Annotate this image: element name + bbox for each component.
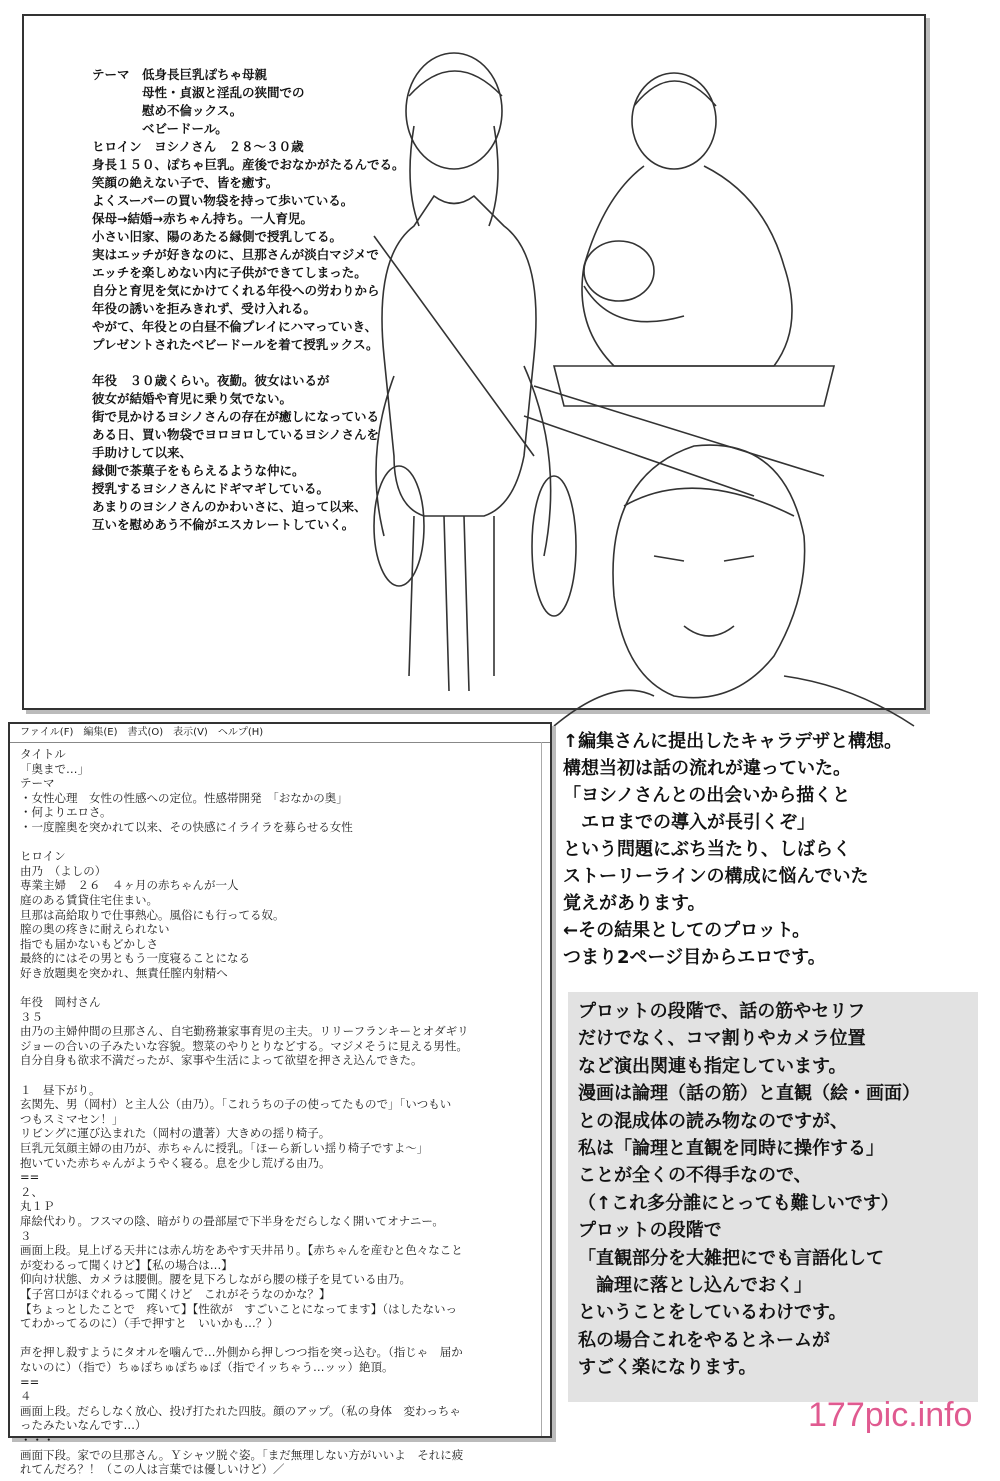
plan-line: 彼女が結婚や育児に乗り気でない。 bbox=[92, 391, 293, 406]
notepad-line: 【ちょっとしたことで 疼いて】【性欲が すごいことになってます】（はしたないっ bbox=[20, 1301, 457, 1316]
plan-line: 授乳するヨシノさんにドギマギしている。 bbox=[92, 481, 330, 496]
plan-line: 年役の誘いを拒みきれず、受け入れる。 bbox=[92, 301, 317, 316]
notepad-line: ４ bbox=[20, 1389, 32, 1404]
vertical-scrollbar[interactable] bbox=[541, 742, 550, 1436]
notepad-line: 由乃の主婦仲間の旦那さん、自宅勤務兼家事育児の主夫。リリーフランキーとオダギリ bbox=[20, 1024, 469, 1039]
notepad-line: 専業主婦 ２６ ４ヶ月の赤ちゃんが一人 bbox=[20, 878, 239, 893]
plan-line: 互いを慰めあう不倫がエスカレートしていく。 bbox=[92, 517, 355, 532]
seated-nursing-sketch bbox=[524, 73, 834, 496]
notepad-line: == bbox=[20, 1374, 40, 1389]
explanation-line: プロットの段階で、話の筋やセリフ bbox=[578, 1001, 866, 1022]
notepad-line: 自分自身も欲求不満だったが、家事や生活によって欲望を押さえ込んできた。 bbox=[20, 1053, 423, 1068]
plan-line: 街で見かけるヨシノさんの存在が癒しになっている bbox=[92, 409, 380, 424]
explanation-line: 「直観部分を大雑把にでも言語化して bbox=[578, 1247, 884, 1269]
notepad-line: ３ bbox=[20, 1228, 32, 1243]
notepad-line: ジョーの合いの子みたいな容貌。惣菜のやりとりなどする。マジメそうに見える男性。 bbox=[20, 1038, 468, 1053]
explanation-line: だけでなく、コマ割りやカメラ位置 bbox=[578, 1028, 866, 1050]
menu-item[interactable]: ファイル(F) bbox=[20, 727, 74, 738]
explanation-line: （↑これ多分誰にとっても難しいです） bbox=[578, 1192, 899, 1214]
commentary-line: 覚えがあります。 bbox=[563, 893, 706, 914]
plan-line: やがて、年役との白昼不倫プレイにハマっていき、 bbox=[92, 319, 378, 334]
commentary-line: エロまでの導入が長引くぞ」 bbox=[563, 812, 815, 833]
explanation-text bbox=[578, 998, 920, 1381]
notepad-menubar bbox=[10, 724, 550, 743]
explanation-line: ということをしているわけです。 bbox=[578, 1302, 847, 1324]
notepad-line: 玄関先、男（岡村）と主人公（由乃）。「これうちの子の使ってたもので」「いつもい bbox=[20, 1097, 452, 1112]
notepad-line: 抱いていた赤ちゃんがようやく寝る。息を少し荒げる由乃。 bbox=[20, 1155, 331, 1170]
plan-line: 笑顔の絶えない子で、皆を癒す。 bbox=[92, 175, 279, 190]
notepad-line: 旦那は高給取りで仕事熱心。風俗にも行ってる奴。 bbox=[20, 907, 285, 922]
commentary-line: ストーリーラインの構成に悩んでいた bbox=[563, 866, 869, 887]
explanation-line: プロットの段階で bbox=[578, 1220, 722, 1242]
commentary-line: つまり2ページ目からエロです。 bbox=[563, 947, 826, 968]
plan-line: あまりのヨシノさんのかわいさに、迫って以来、 bbox=[92, 499, 367, 514]
menu-item[interactable]: ヘルプ(H) bbox=[217, 727, 264, 738]
standing-woman-sketch bbox=[374, 53, 576, 691]
character-sketches bbox=[354, 36, 934, 716]
explanation-line: すごく楽になります。 bbox=[578, 1357, 757, 1379]
character-design-panel bbox=[22, 14, 926, 710]
notepad-line: テーマ bbox=[20, 776, 55, 791]
explanation-line: 私の場合これをやるとネームが bbox=[578, 1329, 830, 1351]
plan-line: ヒロイン ヨシノさん ２８〜３０歳 bbox=[92, 139, 304, 154]
plan-line: 小さい旧家、陽のあたる縁側で授乳してる。 bbox=[92, 229, 343, 244]
menu-item[interactable]: 表示(V) bbox=[173, 727, 208, 738]
notepad-line: 最終的にはその男ともう一度寝ることになる bbox=[20, 951, 250, 966]
notepad-line: ２、 bbox=[20, 1184, 43, 1199]
plan-line: 自分と育児を気にかけてくれる年役への労わりから bbox=[92, 283, 380, 298]
plot-notepad-window bbox=[8, 722, 552, 1477]
commentary-line: 「ヨシノさんとの出会いから描くと bbox=[563, 785, 851, 806]
notepad-line bbox=[20, 981, 540, 996]
plan-line: 母性・貞淑と淫乱の狭間での bbox=[92, 85, 305, 100]
notepad-line: 画面上段。だらしなく放心、投げ打たれた四肢。顔のアップ。（私の身体 変わっちゃ bbox=[20, 1403, 461, 1418]
menu-item[interactable]: 書式(O) bbox=[127, 727, 164, 738]
notepad-line bbox=[20, 1068, 540, 1083]
notepad-line: 声を押し殺すようにタオルを噛んで…外側から押しつつ指を突っ込む。（指じゃ 届か bbox=[20, 1345, 463, 1360]
explanation-box bbox=[568, 992, 978, 1402]
notepad-line: ・一度膣奥を突かれて以来、その快感にイライラを募らせる女性 bbox=[20, 819, 353, 834]
notepad-line: 画面上段。見上げる天井には赤ん坊をあやす天井吊り。【赤ちゃんを産むと色々なこと bbox=[20, 1243, 463, 1258]
notepad-line: 指でも届かないもどかしさ bbox=[20, 936, 158, 951]
notepad-line: 画面下段。家での旦那さん。Ｙシャツ脱ぐ姿。「まだ無理しない方がいいよ それに疲 bbox=[20, 1447, 464, 1462]
plan-line: 慰め不倫ックス。 bbox=[92, 103, 243, 118]
commentary-line: という問題にぶち当たり、しばらく bbox=[563, 839, 851, 860]
notepad-line: ったみたいなんです…） bbox=[20, 1418, 147, 1433]
notepad-line: == bbox=[20, 1170, 40, 1185]
explanation-line: 論理に落とし込んでおく」 bbox=[578, 1274, 812, 1296]
notepad-line: つもスミマセン！」 bbox=[20, 1111, 124, 1126]
notepad-line: 庭のある賃貸住宅住まい。 bbox=[20, 892, 158, 907]
notepad-line: 巨乳元気顔主婦の由乃が、赤ちゃんに授乳。「ほーら新しい揺り椅子ですよ〜」 bbox=[20, 1141, 429, 1156]
plan-line: 縁側で茶菓子をもらえるような仲に。 bbox=[92, 463, 305, 478]
menu-item[interactable]: 編集(E) bbox=[83, 727, 118, 738]
notepad-line: れてんだろ？！（この人は言葉では優しいけど）／ bbox=[20, 1462, 285, 1477]
notepad-line: ヒロイン bbox=[20, 849, 66, 864]
notepad-line: が変わるって聞くけど】【私の場合は…】 bbox=[20, 1257, 233, 1272]
explanation-line: など演出関連も指定しています。 bbox=[578, 1055, 847, 1077]
notepad-line bbox=[20, 1331, 540, 1346]
commentary-line: ↑編集さんに提出したキャラデザと構想。 bbox=[563, 731, 903, 752]
plan-line: よくスーパーの買い物袋を持って歩いている。 bbox=[92, 193, 354, 208]
plan-line: 実はエッチが好きなのに、旦那さんが淡白マジメで bbox=[92, 247, 379, 262]
plan-line: プレゼントされたベビードールを着て授乳ックス。 bbox=[92, 337, 379, 352]
plan-line: 保母→結婚→赤ちゃん持ち。一人育児。 bbox=[92, 211, 313, 226]
notepad-line: 年役 岡村さん bbox=[20, 995, 101, 1010]
notepad-line: ・何よりエロさ。 bbox=[20, 805, 112, 820]
notepad-line: ３５ bbox=[20, 1009, 43, 1024]
notepad-line: ・女性心理 女性の性感への定位。性感帯開発 「おなかの奥」 bbox=[20, 790, 348, 805]
plan-line: 身長１５０、ぽちゃ巨乳。産後でおなかがたるんでる。 bbox=[92, 157, 405, 172]
explanation-line: 私は「論理と直観を同時に操作する」 bbox=[578, 1137, 884, 1159]
notepad-line: 【子宮口がほぐれるって聞くけど これがそうなのかな？】 bbox=[20, 1286, 331, 1301]
notepad-line: 扉絵代わり。フスマの陰、暗がりの畳部屋で下半身をだらしなく開いてオナニー。 bbox=[20, 1214, 444, 1228]
notepad-line bbox=[20, 835, 540, 850]
commentary-text bbox=[563, 728, 993, 971]
plan-line: 手助けして以来、 bbox=[92, 445, 193, 460]
notepad-line: 由乃 （よしの） bbox=[20, 863, 107, 878]
plan-line: 年役 ３０歳くらい。夜勤。彼女はいるが bbox=[92, 373, 330, 388]
plan-line: テーマ 低身長巨乳ぽちゃ母親 bbox=[92, 67, 268, 82]
explanation-line: との混成体の読み物なのですが、 bbox=[578, 1110, 848, 1132]
explanation-line: 漫画は論理（話の筋）と直観（絵・画面） bbox=[578, 1083, 920, 1105]
notepad-line: 好き放題奥を突かれ、無責任膣内射精へ bbox=[20, 965, 228, 980]
notepad-line: 仰向け状態、カメラは腰側。腰を見下ろしながら腰の様子を見ている由乃。 bbox=[20, 1272, 411, 1287]
notepad-line: ないのに）（指で）ちゅぽちゅぽちゅぽ（指でイッちゃう…ッッ）絶頂。 bbox=[20, 1359, 394, 1374]
face-closeup-sketch bbox=[554, 445, 914, 726]
notepad-line: タイトル bbox=[20, 747, 66, 761]
plan-line: エッチを楽しめない内に子供ができてしまった。 bbox=[92, 265, 367, 280]
explanation-line: ことが全くの不得手なので、 bbox=[578, 1165, 812, 1187]
commentary-line: ←その結果としてのプロット。 bbox=[563, 920, 811, 941]
notepad-line: 丸１Ｐ bbox=[20, 1199, 55, 1214]
notepad-line: ・・・ bbox=[20, 1432, 55, 1447]
notepad-text-area[interactable] bbox=[10, 743, 550, 1481]
commentary-line: 構想当初は話の流れが違っていた。 bbox=[563, 758, 851, 779]
plan-line: ベビードール。 bbox=[92, 121, 228, 136]
notepad-line: 「奥まで…」 bbox=[20, 761, 89, 776]
plan-line: ある日、買い物袋でヨロヨロしているヨシノさんを bbox=[92, 427, 380, 442]
notepad-line: 膣の奥の疼きに耐えられない bbox=[20, 922, 170, 937]
notepad-line: １ 昼下がり。 bbox=[20, 1082, 101, 1097]
watermark-text: 177pic.info bbox=[808, 1396, 973, 1434]
notepad-line: てわかってるのに）（手で押すと いいかも…？） bbox=[20, 1316, 279, 1331]
notepad-line: リビングに運び込まれた（岡村の遺著）大きめの揺り椅子。 bbox=[20, 1126, 331, 1141]
